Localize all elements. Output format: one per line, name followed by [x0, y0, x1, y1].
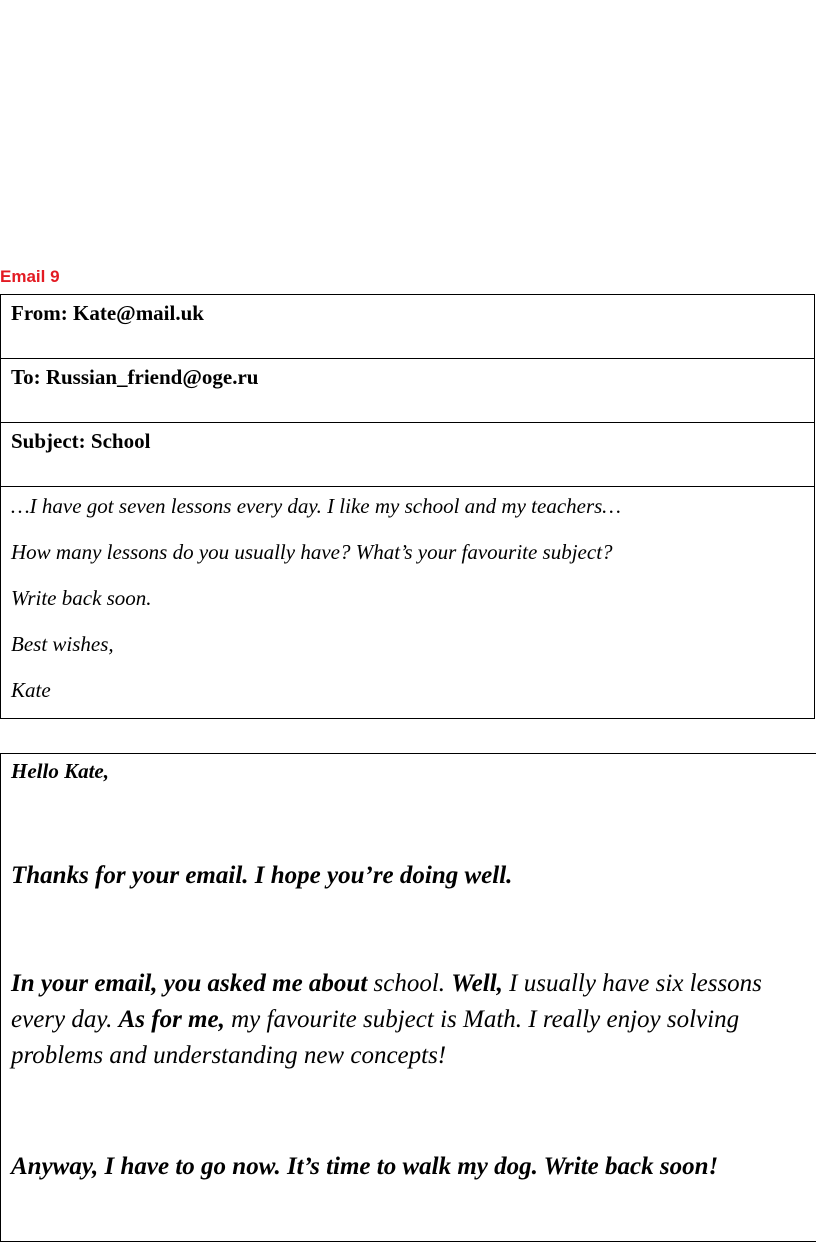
- email-body: [11, 487, 814, 702]
- from-field: From: Kate@mail.uk: [11, 301, 204, 325]
- from-row: [1, 295, 815, 359]
- to-row: [1, 359, 815, 423]
- body-line-2: How many lessons do you usually have? What’s your favourite subject?: [11, 540, 613, 564]
- phrase-in-your-email: In your email, you asked me about: [11, 970, 368, 997]
- reply-greeting: Hello Kate,: [11, 759, 109, 783]
- reply-main-paragraph: [11, 966, 801, 1074]
- subject-cell: [1, 423, 815, 487]
- text-school: school.: [367, 970, 452, 997]
- body-line-5: Kate: [11, 678, 51, 702]
- from-cell: [1, 295, 815, 359]
- reply-email-box: [0, 753, 816, 1242]
- subject-field: Subject: School: [11, 429, 151, 453]
- to-cell: [1, 359, 815, 423]
- body-line-4: Best wishes,: [11, 632, 114, 656]
- incoming-email-table: [0, 294, 815, 719]
- reply-opening: Thanks for your email. I hope you’re doing well.: [11, 862, 513, 889]
- email-number-label: Email 9: [0, 267, 60, 286]
- reply-closing: Anyway, I have to go now. It’s time to walk my dog. Write back soon!: [11, 1153, 719, 1180]
- phrase-as-for-me: As for me,: [118, 1006, 225, 1033]
- to-field: To: Russian_friend@oge.ru: [11, 365, 259, 389]
- text-lessons: I usually have six lessons every day.: [11, 970, 762, 1033]
- body-line-1: …I have got seven lessons every day. I like my school and my teachers…: [11, 494, 621, 518]
- email-body-cell: [1, 487, 815, 719]
- subject-row: [1, 423, 815, 487]
- phrase-well: Well,: [451, 970, 503, 997]
- text-favourite-subject: my favourite subject is Math. I really enjoy solving problems and understanding new concepts!: [11, 1006, 740, 1069]
- body-row: [1, 487, 815, 719]
- body-line-3: Write back soon.: [11, 586, 152, 610]
